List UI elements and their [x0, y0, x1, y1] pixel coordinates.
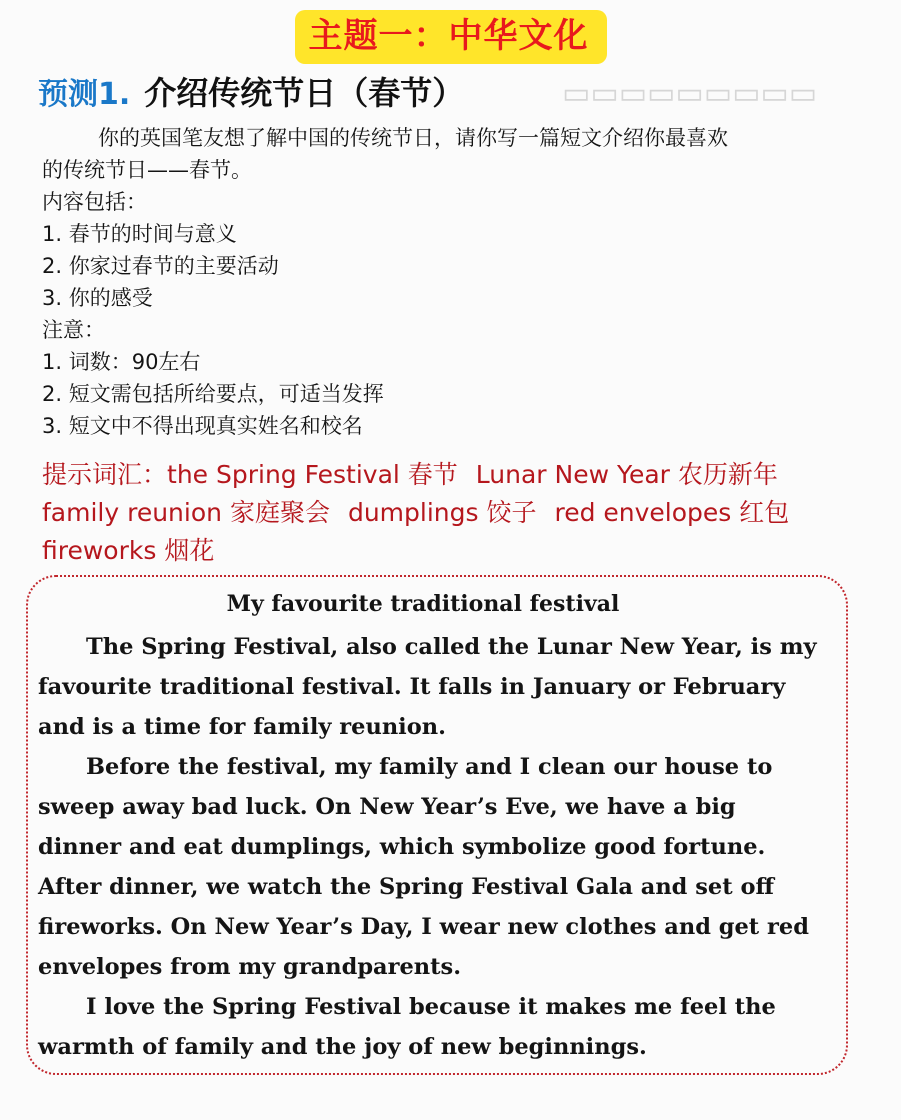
hint-item: family reunion 家庭聚会 — [42, 498, 330, 527]
hint-item: fireworks 烟花 — [42, 536, 215, 565]
task-heading — [38, 68, 464, 114]
hint-line — [42, 494, 862, 532]
essay-line: sweep away bad luck. On New Year’s Eve, we have a big — [38, 794, 736, 820]
hint-line — [42, 532, 862, 570]
bleed-through-decoration: ▭▭▭▭▭▭▭▭▭ — [562, 76, 818, 111]
content-item: 2. 你家过春节的主要活动 — [42, 254, 279, 278]
model-essay — [38, 585, 838, 1067]
hint-vocabulary — [42, 456, 862, 570]
prompt-intro-line: 你的英国笔友想了解中国的传统节日，请你写一篇短文介绍你最喜欢 — [98, 126, 728, 150]
task-number: 预测1. — [38, 77, 131, 112]
essay-line: favourite traditional festival. It falls in January or February — [38, 674, 786, 700]
hint-item: red envelopes 红包 — [554, 498, 790, 527]
hint-item: Lunar New Year 农历新年 — [475, 460, 778, 489]
essay-title: My favourite traditional festival — [226, 591, 620, 617]
essay-line: fireworks. On New Year’s Day, I wear new clothes and get red — [38, 914, 809, 940]
notes-item: 2. 短文需包括所给要点，可适当发挥 — [42, 382, 384, 406]
prompt-intro-line: 的传统节日——春节。 — [42, 158, 252, 182]
essay-line: warmth of family and the joy of new beginnings. — [38, 1034, 647, 1060]
hint-label: 提示词汇： — [42, 460, 168, 489]
content-item: 1. 春节的时间与意义 — [42, 222, 237, 246]
essay-line: Before the festival, my family and I clean our house to — [86, 754, 773, 780]
theme-header — [0, 10, 901, 64]
theme-badge: 主题一：中华文化 — [295, 10, 607, 64]
content-item: 3. 你的感受 — [42, 286, 153, 310]
essay-line: and is a time for family reunion. — [38, 714, 446, 740]
task-title: 介绍传统节日（春节） — [144, 74, 465, 112]
hint-item: dumplings 饺子 — [347, 498, 537, 527]
essay-line: envelopes from my grandparents. — [38, 954, 462, 980]
essay-line: The Spring Festival, also called the Lunar New Year, is my — [86, 634, 817, 660]
notes-item: 3. 短文中不得出现真实姓名和校名 — [42, 414, 363, 438]
notes-item: 1. 词数：90左右 — [42, 350, 201, 374]
content-heading: 内容包括： — [42, 190, 147, 214]
hint-line — [42, 456, 862, 494]
essay-line: After dinner, we watch the Spring Festival Gala and set off — [38, 874, 774, 900]
essay-line: dinner and eat dumplings, which symbolize good fortune. — [38, 834, 766, 860]
notes-heading: 注意： — [42, 318, 105, 342]
essay-line: I love the Spring Festival because it makes me feel the — [86, 994, 776, 1020]
hint-item: the Spring Festival 春节 — [167, 460, 458, 489]
task-prompt — [42, 122, 862, 442]
